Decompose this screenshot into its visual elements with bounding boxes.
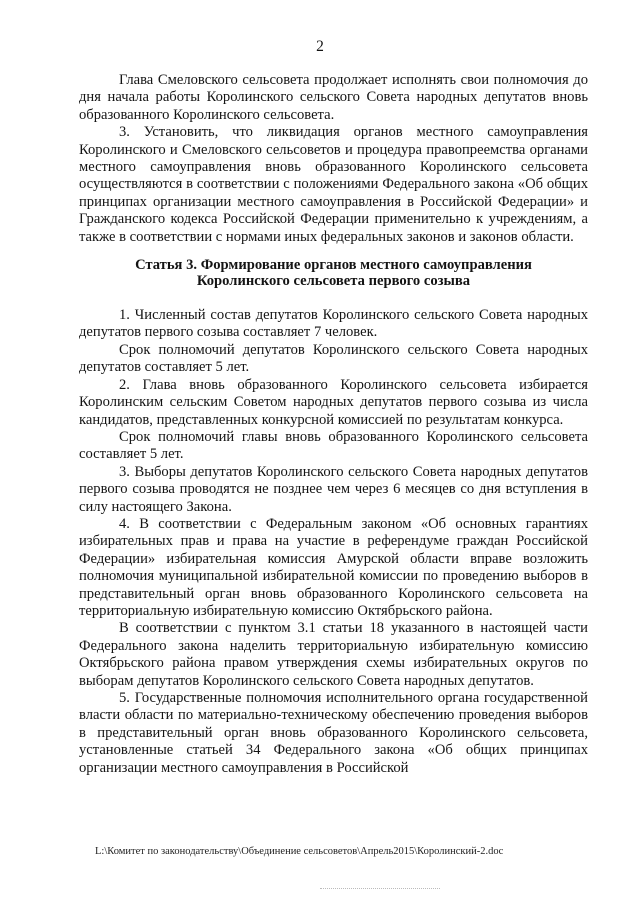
article-3-heading: [79, 257, 588, 289]
paragraph-elections-deadline: 3. Выборы депутатов Королинского сельского Совета народных депутатов первого созыва проводятся не позднее чем через 6 месяцев со дня вступления в силу настоящего Закона.: [79, 463, 588, 515]
article-3-heading-line-1: Статья 3. Формирование органов местного самоуправления: [135, 257, 532, 274]
paragraph-election-commission: 4. В соответствии с Федеральным законом «Об основных гарантиях избирательных прав и права на участие в референдуме граждан Российской Федерации» избирательная комиссия Амурской области вправе возложить полномочия муниципальной избирательной комиссии по проведению выборов в представительный орган вновь образованного Королинского сельсовета на территориальную избирательную комиссию Октябрьского района.: [79, 515, 588, 619]
paragraph-deputies-term: Срок полномочий депутатов Королинского сельского Совета народных депутатов составляет 5 лет.: [79, 341, 588, 376]
paragraph-head-term: Срок полномочий главы вновь образованного Королинского сельсовета составляет 5 лет.: [79, 428, 588, 463]
paragraph-deputies-count: 1. Численный состав депутатов Королинского сельского Совета народных депутатов первого созыва составляет 7 человек.: [79, 307, 588, 341]
paragraph-item-3-liquidation: 3. Установить, что ликвидация органов местного самоуправления Королинского и Смеловского сельсоветов и процедура правопреемства органами местного самоуправления вновь образованного Королинского сельсовета осуществляются в соответствии с положениями Федерального закона «Об общих принципах организации местного самоуправления в Российской Федерации» и Гражданского кодекса Российской Федерации применительно к учреждениям, а также в соответствии с нормами иных федеральных законов и законов области.: [79, 124, 588, 245]
paragraph-district-scheme: В соответствии с пунктом 3.1 статьи 18 указанного в настоящей части Федерального закона наделить территориальную избирательную комиссию Октябрьского района правом утверждения схемы избирательных округов по выборам депутатов Королинского сельского Совета народных депутатов.: [79, 620, 588, 689]
paragraph-head-election: 2. Глава вновь образованного Королинского сельсовета избирается Королинским сельским Советом народных депутатов первого созыва из числа кандидатов, представленных конкурсной комиссией по результатам конкурса.: [79, 376, 588, 428]
scan-edge-marks: [320, 888, 440, 893]
paragraph-state-powers: 5. Государственные полномочия исполнительного органа государственной власти области по материально-техническому обеспечению проведения выборов в представительный орган вновь образованного Королинского сельсовета, установленные статьей 34 Федерального закона «Об общих принципах организации местного самоуправления в Российской: [79, 690, 588, 776]
document-body: [79, 72, 588, 777]
article-3-heading-line-2: Королинского сельсовета первого созыва: [196, 273, 471, 290]
paragraph-head-continuation: Глава Смеловского сельсовета продолжает исполнять свои полномочия до дня начала работы Королинского сельского Совета народных депутатов вновь образованного Королинского сельсовета.: [79, 72, 588, 123]
page-number: 2: [316, 38, 324, 55]
footer-file-path: L:\Комитет по законодательству\Объединение сельсоветов\Апрель2015\Королинский-2.doc: [95, 846, 504, 857]
